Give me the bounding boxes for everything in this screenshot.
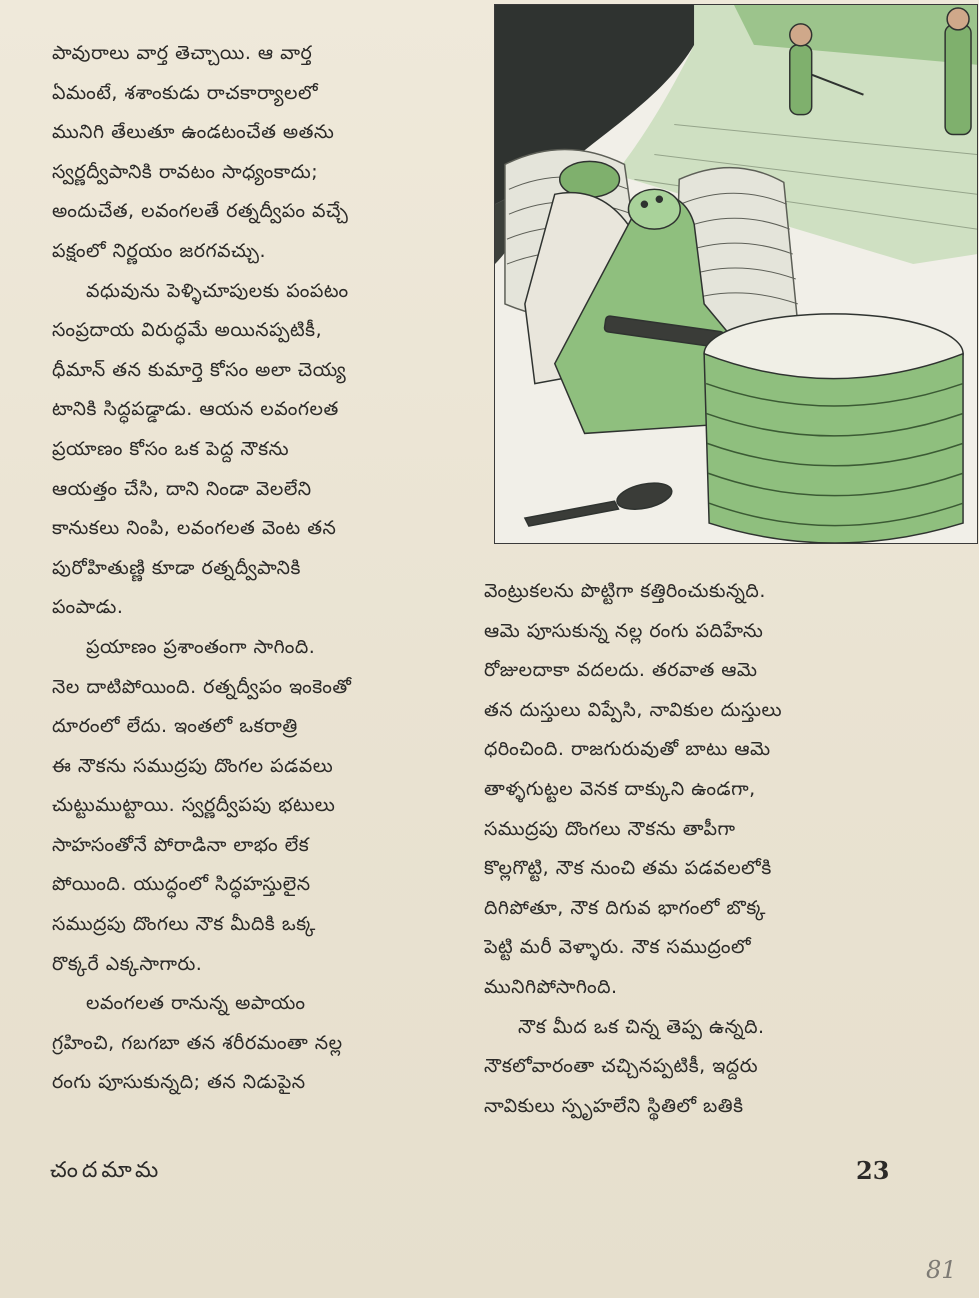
left-column-text-line: పురోహితుణ్ణి కూడా రత్నద్వీపానికి (52, 556, 301, 579)
right-column-text-line: నౌక మీద ఒక చిన్న తెప్ప ఉన్నది. (518, 1015, 765, 1038)
right-column-text-line: సముద్రపు దొంగలు నౌకను తాపీగా (484, 817, 736, 840)
right-column-text-line: దిగిపోతూ, నౌక దిగువ భాగంలో బొక్క (484, 896, 766, 919)
left-column-text-line: రొక్కరే ఎక్కసాగారు. (52, 952, 203, 975)
left-column-text-line: ఈ నౌకను సముద్రపు దొంగల పడవలు (52, 754, 334, 777)
left-column-text-line: ఏమంటే, శశాంకుడు రాచకార్యాలలో (52, 81, 319, 104)
right-column-text-line: తన దుస్తులు విప్పేసి, నావికుల దుస్తులు (484, 698, 783, 721)
left-column-text-line: రంగు పూసుకున్నది; తన నిడుపైన (52, 1071, 306, 1094)
left-column-text-line: ప్రయాణం కోసం ఒక పెద్ద నౌకను (52, 437, 290, 460)
left-column-text-line: పంపాడు. (52, 596, 124, 619)
right-text-column (484, 572, 916, 1126)
left-column-text-line: ఆయత్తం చేసి, దాని నిండా వెలలేని (52, 477, 312, 500)
right-column-text-line: రోజులదాకా వదలదు. తరవాత ఆమె (484, 659, 758, 682)
left-column-text-line: దూరంలో లేదు. ఇంతలో ఒకరాత్రి (52, 715, 298, 738)
story-illustration (494, 4, 978, 544)
left-column-text-line: మునిగి తేలుతూ ఉండటంచేత అతను (52, 121, 335, 144)
right-column-text-line: ధరించింది. రాజగురువుతో బాటు ఆమె (484, 738, 771, 761)
pencil-annotation: 81 (926, 1256, 957, 1284)
left-column-text-line: అందుచేత, లవంగలతే రత్నద్వీపం వచ్చే (52, 200, 349, 223)
left-column-text-line: టానికి సిద్ధపడ్డాడు. ఆయన లవంగలత (52, 398, 339, 421)
right-column-text-line: నావికులు స్పృహలేని స్థితిలో బతికి (484, 1094, 744, 1117)
left-column-text-line: చుట్టుముట్టాయి. స్వర్ణద్వీపపు భటులు (52, 794, 336, 817)
right-column-text-line: కొల్లగొట్టి, నౌక నుంచి తమ పడవలలోకి (484, 857, 772, 880)
right-column-text-line: తాళ్ళగుట్టల వెనక దాక్కుని ఉండగా, (484, 777, 756, 800)
left-column-text-line: పక్షంలో నిర్ణయం జరగవచ్చు. (52, 239, 267, 262)
left-column-text-line: సంప్రదాయ విరుద్ధమే అయినప్పటికీ, (52, 319, 323, 342)
left-column-text-line: కానుకలు నింపి, లవంగలత వెంట తన (52, 517, 337, 540)
right-column-text-line: వెంట్రుకలను పొట్టిగా కత్తిరించుకున్నది. (484, 580, 766, 602)
illustration-drawing (495, 5, 977, 543)
left-column-text-line: లవంగలత రానున్న అపాయం (86, 992, 306, 1015)
left-column-text-line: పావురాలు వార్త తెచ్చాయి. ఆ వార్త (52, 42, 313, 64)
left-column-text-line: సముద్రపు దొంగలు నౌక మీదికి ఒక్క (52, 913, 316, 936)
left-column-text-line: ప్రయాణం ప్రశాంతంగా సాగింది. (86, 635, 316, 658)
right-column-text-line: ఆమె పూసుకున్న నల్ల రంగు పదిహేను (484, 619, 764, 642)
right-column-text-line: నౌకలోవారంతా చచ్చినప్పటికీ, ఇద్దరు (484, 1055, 759, 1078)
left-text-column (52, 34, 472, 1103)
left-column-text-line: స్వర్ణద్వీపానికి రావటం సాధ్యంకాదు; (52, 160, 319, 183)
right-column-text-line: పెట్టి మరీ వెళ్ళారు. నౌక సముద్రంలో (484, 936, 752, 959)
magazine-name: చందమామ (50, 1158, 163, 1183)
left-column-text-line: వధువును పెళ్ళిచూపులకు పంపటం (86, 279, 349, 302)
right-column-text-line: మునిగిపోసాగింది. (484, 975, 618, 998)
left-column-text-line: పోయింది. యుద్ధంలో సిద్ధహస్తులైన (52, 873, 311, 896)
left-column-text-line: సాహసంతోనే పోరాడినా లాభం లేక (52, 833, 310, 856)
left-column-text-line: ధీమాన్ తన కుమార్తె కోసం అలా చెయ్య (52, 358, 347, 381)
left-column-text-line: నెల దాటిపోయింది. రత్నద్వీపం ఇంకెంతో (52, 675, 352, 698)
left-column-text-line: గ్రహించి, గబగబా తన శరీరమంతా నల్ల (52, 1031, 343, 1054)
page-number: 23 (856, 1156, 890, 1185)
